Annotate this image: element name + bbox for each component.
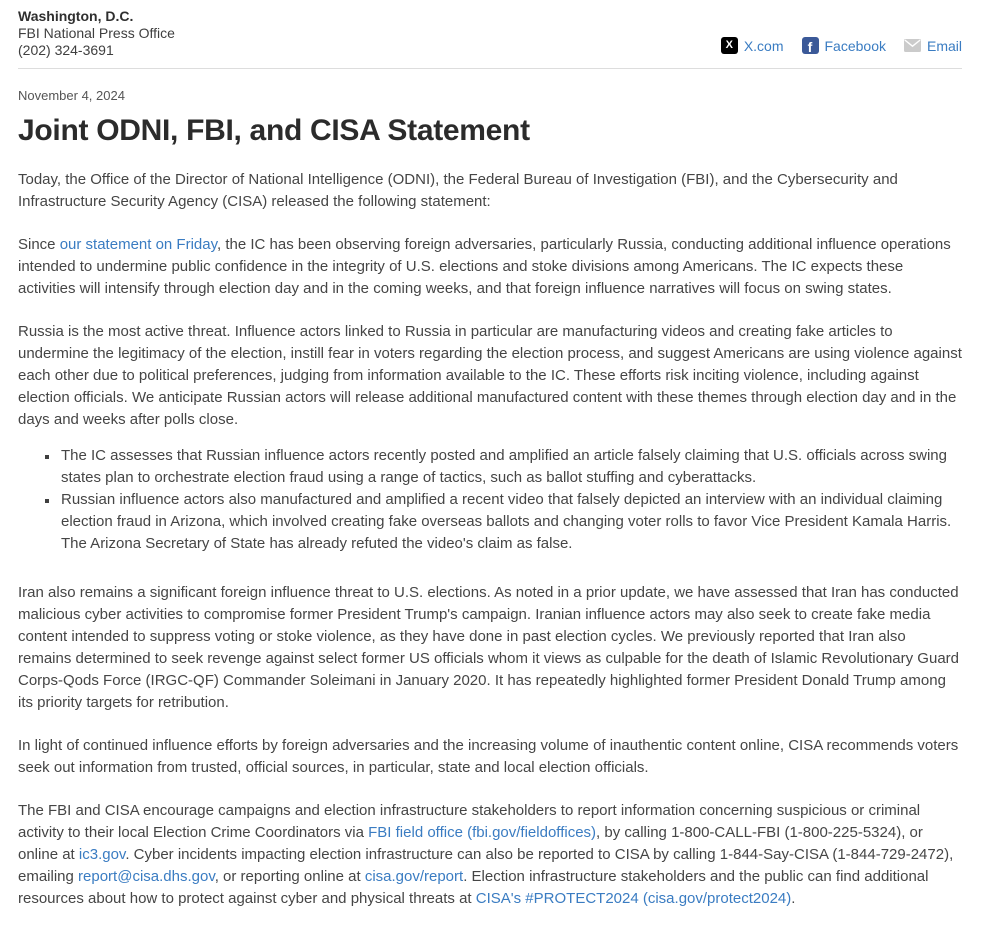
article-body bbox=[18, 169, 962, 910]
bullet-list bbox=[18, 445, 962, 555]
paragraph-since bbox=[18, 234, 962, 300]
text-segment: Since bbox=[18, 236, 60, 253]
email-icon bbox=[904, 37, 921, 54]
bullet-item: ▪ The IC assesses that Russian influence actors recently posted and amplified an article falsely claiming that U.S. officials across swing states plan to orchestrate election fraud using a range of tactics, such as ballot stuffing and cyberattacks. bbox=[59, 445, 962, 489]
text-segment: , or reporting online at bbox=[214, 868, 365, 885]
share-link-x[interactable] bbox=[721, 37, 784, 54]
share-link-email[interactable] bbox=[904, 37, 962, 54]
inline-link[interactable]: report@cisa.dhs.gov bbox=[78, 868, 215, 885]
page-title: Joint ODNI, FBI, and CISA Statement bbox=[18, 114, 530, 147]
inline-link[interactable]: ic3.gov bbox=[78, 846, 126, 863]
text-segment: . Cyber incidents impacting election infrastructure can also be reported to CISA by calling 1-844-Say-CISA (1-844-729-2472), emailing bbox=[18, 846, 954, 885]
share-link-x-label: X.com bbox=[743, 37, 784, 54]
x-icon: X bbox=[721, 37, 738, 54]
paragraph-reporting bbox=[18, 800, 962, 910]
paragraph-cisa-recommends: In light of continued influence efforts by foreign adversaries and the increasing volume of inauthentic content online, CISA recommends voters seek out information from trusted, official sources, in particular, state and local election officials. bbox=[18, 737, 959, 776]
text-segment: , the IC has been observing foreign adversaries, particularly Russia, conducting additional influence operations intended to undermine public confidence in the integrity of U.S. elections and stoke divisions among Americans. The IC expects these activities will intensify through election day and in the coming weeks, and that foreign influence narratives will focus on swing states. bbox=[18, 236, 951, 297]
paragraph-russia: Russia is the most active threat. Influence actors linked to Russia in particular are manufacturing videos and creating fake articles to undermine the legitimacy of the election, instill fear in voters regarding the election process, and suggest Americans are using violence against each other due to political preferences, judging from information available to the IC. These efforts risk inciting violence, including against election officials. We anticipate Russian actors will release additional manufactured content with these themes through election day and in the days and weeks after polls close. bbox=[18, 323, 962, 428]
press-office-block bbox=[18, 8, 175, 59]
press-office-location: Washington, D.C. bbox=[18, 8, 134, 24]
bullet-item: ▪ Russian influence actors also manufactured and amplified a recent video that falsely depicted an interview with an individual claiming election fraud in Arizona, which involved creating fake overseas ballots and changing voter rolls to favor Vice President Kamala Harris. The Arizona Secretary of State has already refuted the video's claim as false. bbox=[59, 489, 962, 555]
text-segment: , by calling 1-800-CALL-FBI (1-800-225-5324), or online at bbox=[18, 824, 923, 863]
press-office-name: FBI National Press Office bbox=[18, 25, 175, 41]
article-date: November 4, 2024 bbox=[18, 88, 125, 103]
share-link-email-label: Email bbox=[926, 37, 962, 54]
inline-link[interactable]: CISA's #PROTECT2024 (cisa.gov/protect2024) bbox=[475, 890, 792, 907]
text-segment: . bbox=[791, 890, 796, 907]
press-office-phone: (202) 324-3691 bbox=[18, 42, 114, 58]
text-segment: The FBI and CISA encourage campaigns and election infrastructure stakeholders to report information concerning suspicious or criminal activity to their local Election Crime Coordinators via bbox=[18, 802, 921, 841]
inline-link[interactable]: cisa.gov/report bbox=[364, 868, 464, 885]
header-divider bbox=[18, 68, 962, 69]
inline-link[interactable]: our statement on Friday bbox=[59, 236, 217, 253]
masthead bbox=[18, 8, 962, 59]
share-links bbox=[721, 37, 962, 59]
facebook-icon: f bbox=[802, 37, 819, 54]
paragraph-intro: Today, the Office of the Director of National Intelligence (ODNI), the Federal Bureau of Investigation (FBI), and the Cybersecurity and Infrastructure Security Agency (CISA) released the following statement: bbox=[18, 171, 898, 210]
share-link-facebook-label: Facebook bbox=[824, 37, 886, 54]
inline-link[interactable]: FBI field office (fbi.gov/fieldoffices) bbox=[368, 824, 597, 841]
paragraph-iran: Iran also remains a significant foreign influence threat to U.S. elections. As noted in a prior update, we have assessed that Iran has conducted malicious cyber activities to compromise former President Trump's campaign. Iranian influence actors may also seek to create fake media content intended to suppress voting or stoke violence, as they have done in past election cycles. We previously reported that Iran also remains determined to seek revenge against select former US officials whom it views as culpable for the death of Islamic Revolutionary Guard Corps-Qods Force (IRGC-QF) Commander Soleimani in January 2020. It has repeatedly highlighted former President Donald Trump among its priority targets for retribution. bbox=[18, 584, 960, 711]
share-link-facebook[interactable] bbox=[802, 37, 886, 54]
text-segment: . Election infrastructure stakeholders and the public can find additional resources about how to protect against cyber and physical threats at bbox=[18, 868, 929, 907]
